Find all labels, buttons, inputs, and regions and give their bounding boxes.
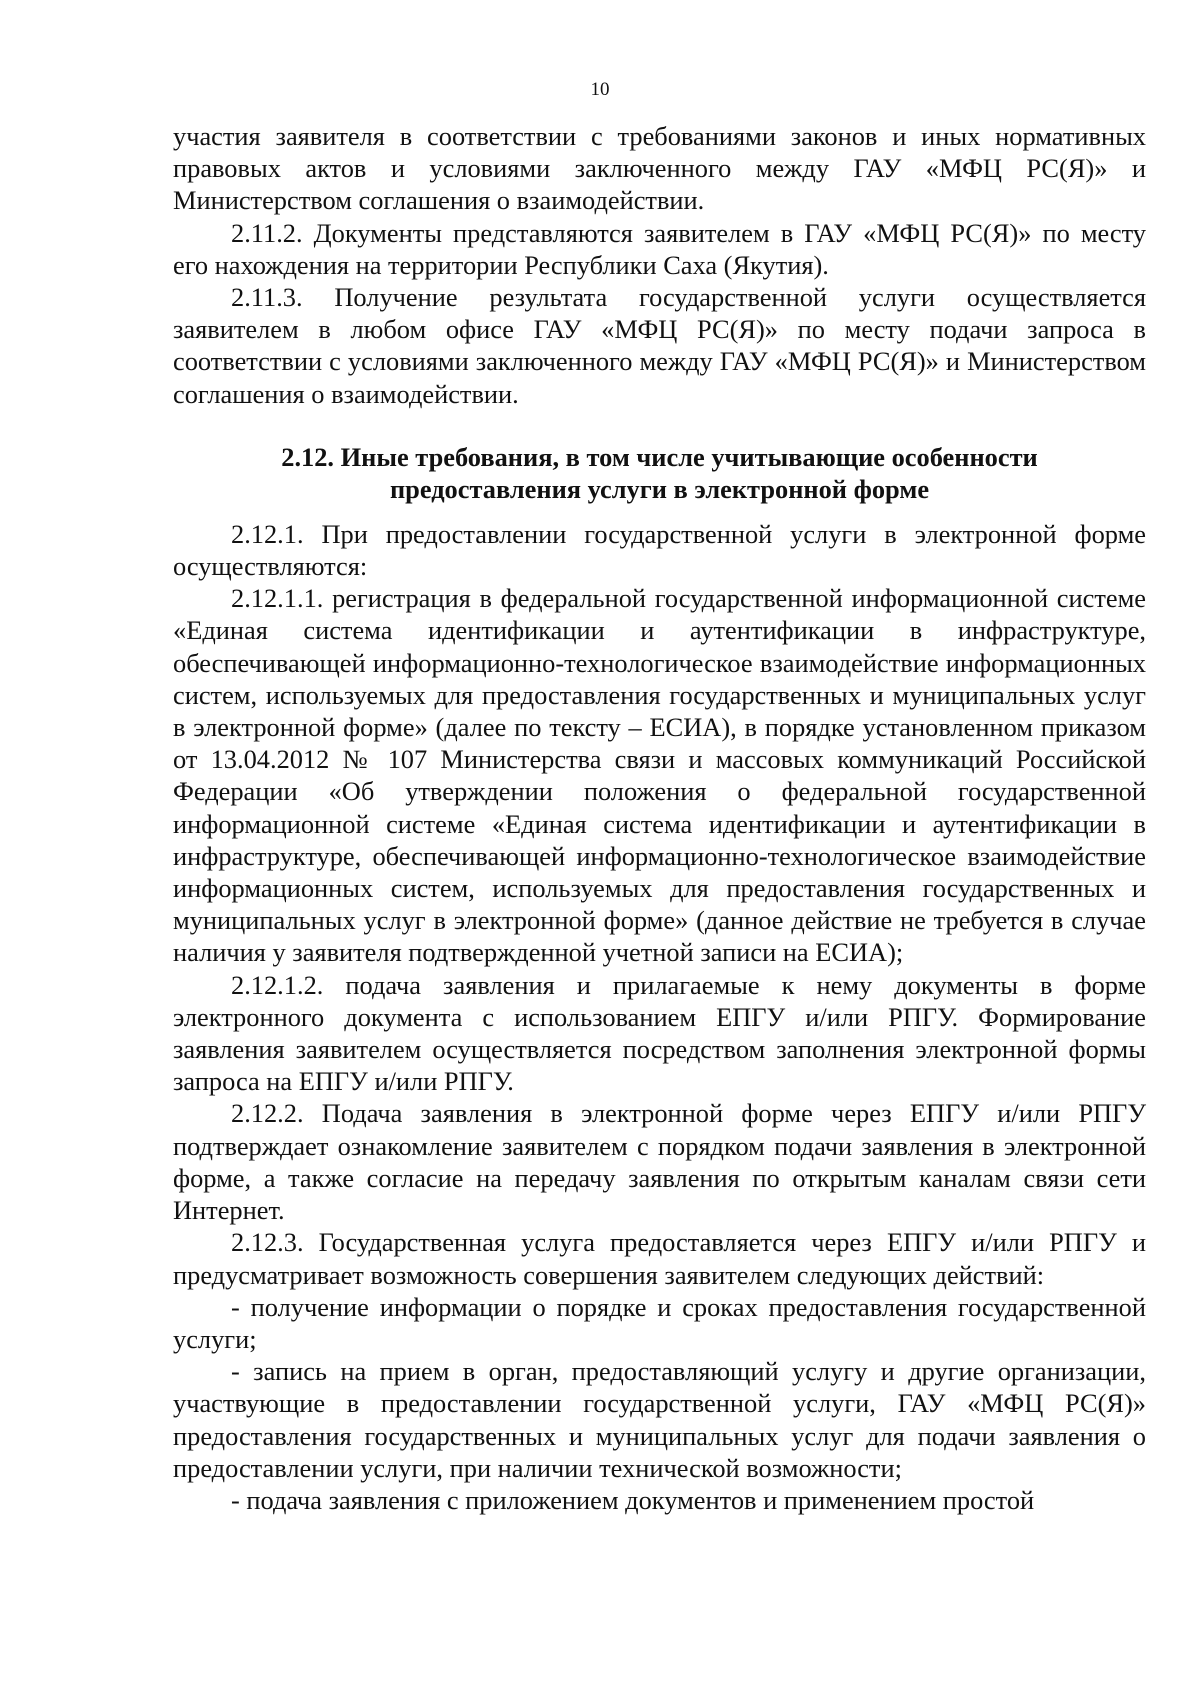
paragraph-2-12-1-2: 2.12.1.2. подача заявления и прилагаемые к нему документы в форме электронного документа с использованием ЕПГУ и/или РПГУ. Формирование заявления заявителем осуществляется посредством заполнения электронной формы запроса на ЕПГУ и/или РПГУ. bbox=[173, 969, 1146, 1097]
paragraph-2-12-2: 2.12.2. Подача заявления в электронной форме через ЕПГУ и/или РПГУ подтверждает ознакомление заявителем с порядком подачи заявления в электронной форме, а также согласие на передачу заявления по открытым каналам связи сети Интернет. bbox=[173, 1098, 1146, 1226]
paragraph-2-12-1-1: 2.12.1.1. регистрация в федеральной государственной информационной системе «Единая система идентификации и аутентификации в инфраструктуре, обеспечивающей информационно-технологическое взаимодействие информационных систем, используемых для предоставления государственных и муниципальных услуг в электронной форме» (далее по тексту – ЕСИА), в порядке установленном приказом от 13.04.2012 № 107 Министерства связи и массовых коммуникаций Российской Федерации «Об утверждении положения о федеральной государственной информационной системе «Единая система идентификации и аутентификации в инфраструктуре, обеспечивающей информационно-технологическое взаимодействие информационных систем, используемых для предоставления государственных и муниципальных услуг в электронной форме» (данное действие не требуется в случае наличия у заявителя подтвержденной учетной записи на ЕСИА); bbox=[173, 583, 1146, 968]
paragraph-continuation: участия заявителя в соответствии с требованиями законов и иных нормативных правовых актов и условиями заключенного между ГАУ «МФЦ РС(Я)» и Министерством соглашения о взаимодействии. bbox=[173, 121, 1146, 216]
document-body bbox=[173, 120, 1146, 1516]
paragraph-2-12-3: 2.12.3. Государственная услуга предоставляется через ЕПГУ и/или РПГУ и предусматривает возможность совершения заявителем следующих действий: bbox=[173, 1227, 1146, 1290]
section-heading-line-2: предоставления услуги в электронной форме bbox=[389, 473, 930, 504]
paragraph-2-12-1: 2.12.1. При предоставлении государственной услуги в электронной форме осуществляются: bbox=[173, 518, 1146, 582]
list-item-submission: - подача заявления с приложением документов и применением простой bbox=[231, 1484, 1035, 1515]
paragraph-2-11-3: 2.11.3. Получение результата государственной услуги осуществляется заявителем в любом офисе ГАУ «МФЦ РС(Я)» по месту подачи запроса в соответствии с условиями заключенного между ГАУ «МФЦ РС(Я)» и Министерством соглашения о взаимодействии. bbox=[173, 282, 1146, 409]
list-item-information: - получение информации о порядке и сроках предоставления государственной услуги; bbox=[173, 1291, 1146, 1354]
list-item-appointment: - запись на прием в орган, предоставляющий услугу и другие организации, участвующие в предоставлении государственной услуги, ГАУ «МФЦ РС(Я)» предоставления государственных и муниципальных услуг для подачи заявления о предоставлении услуги, при наличии технической возможности; bbox=[173, 1356, 1146, 1483]
page-number: 10 bbox=[590, 79, 610, 100]
paragraph-2-11-2: 2.11.2. Документы представляются заявителем в ГАУ «МФЦ РС(Я)» по месту его нахождения на территории Республики Саха (Якутия). bbox=[173, 217, 1146, 280]
section-heading-line-1: 2.12. Иные требования, в том числе учитывающие особенности bbox=[281, 441, 1038, 472]
section-heading-2-12 bbox=[173, 441, 1146, 505]
